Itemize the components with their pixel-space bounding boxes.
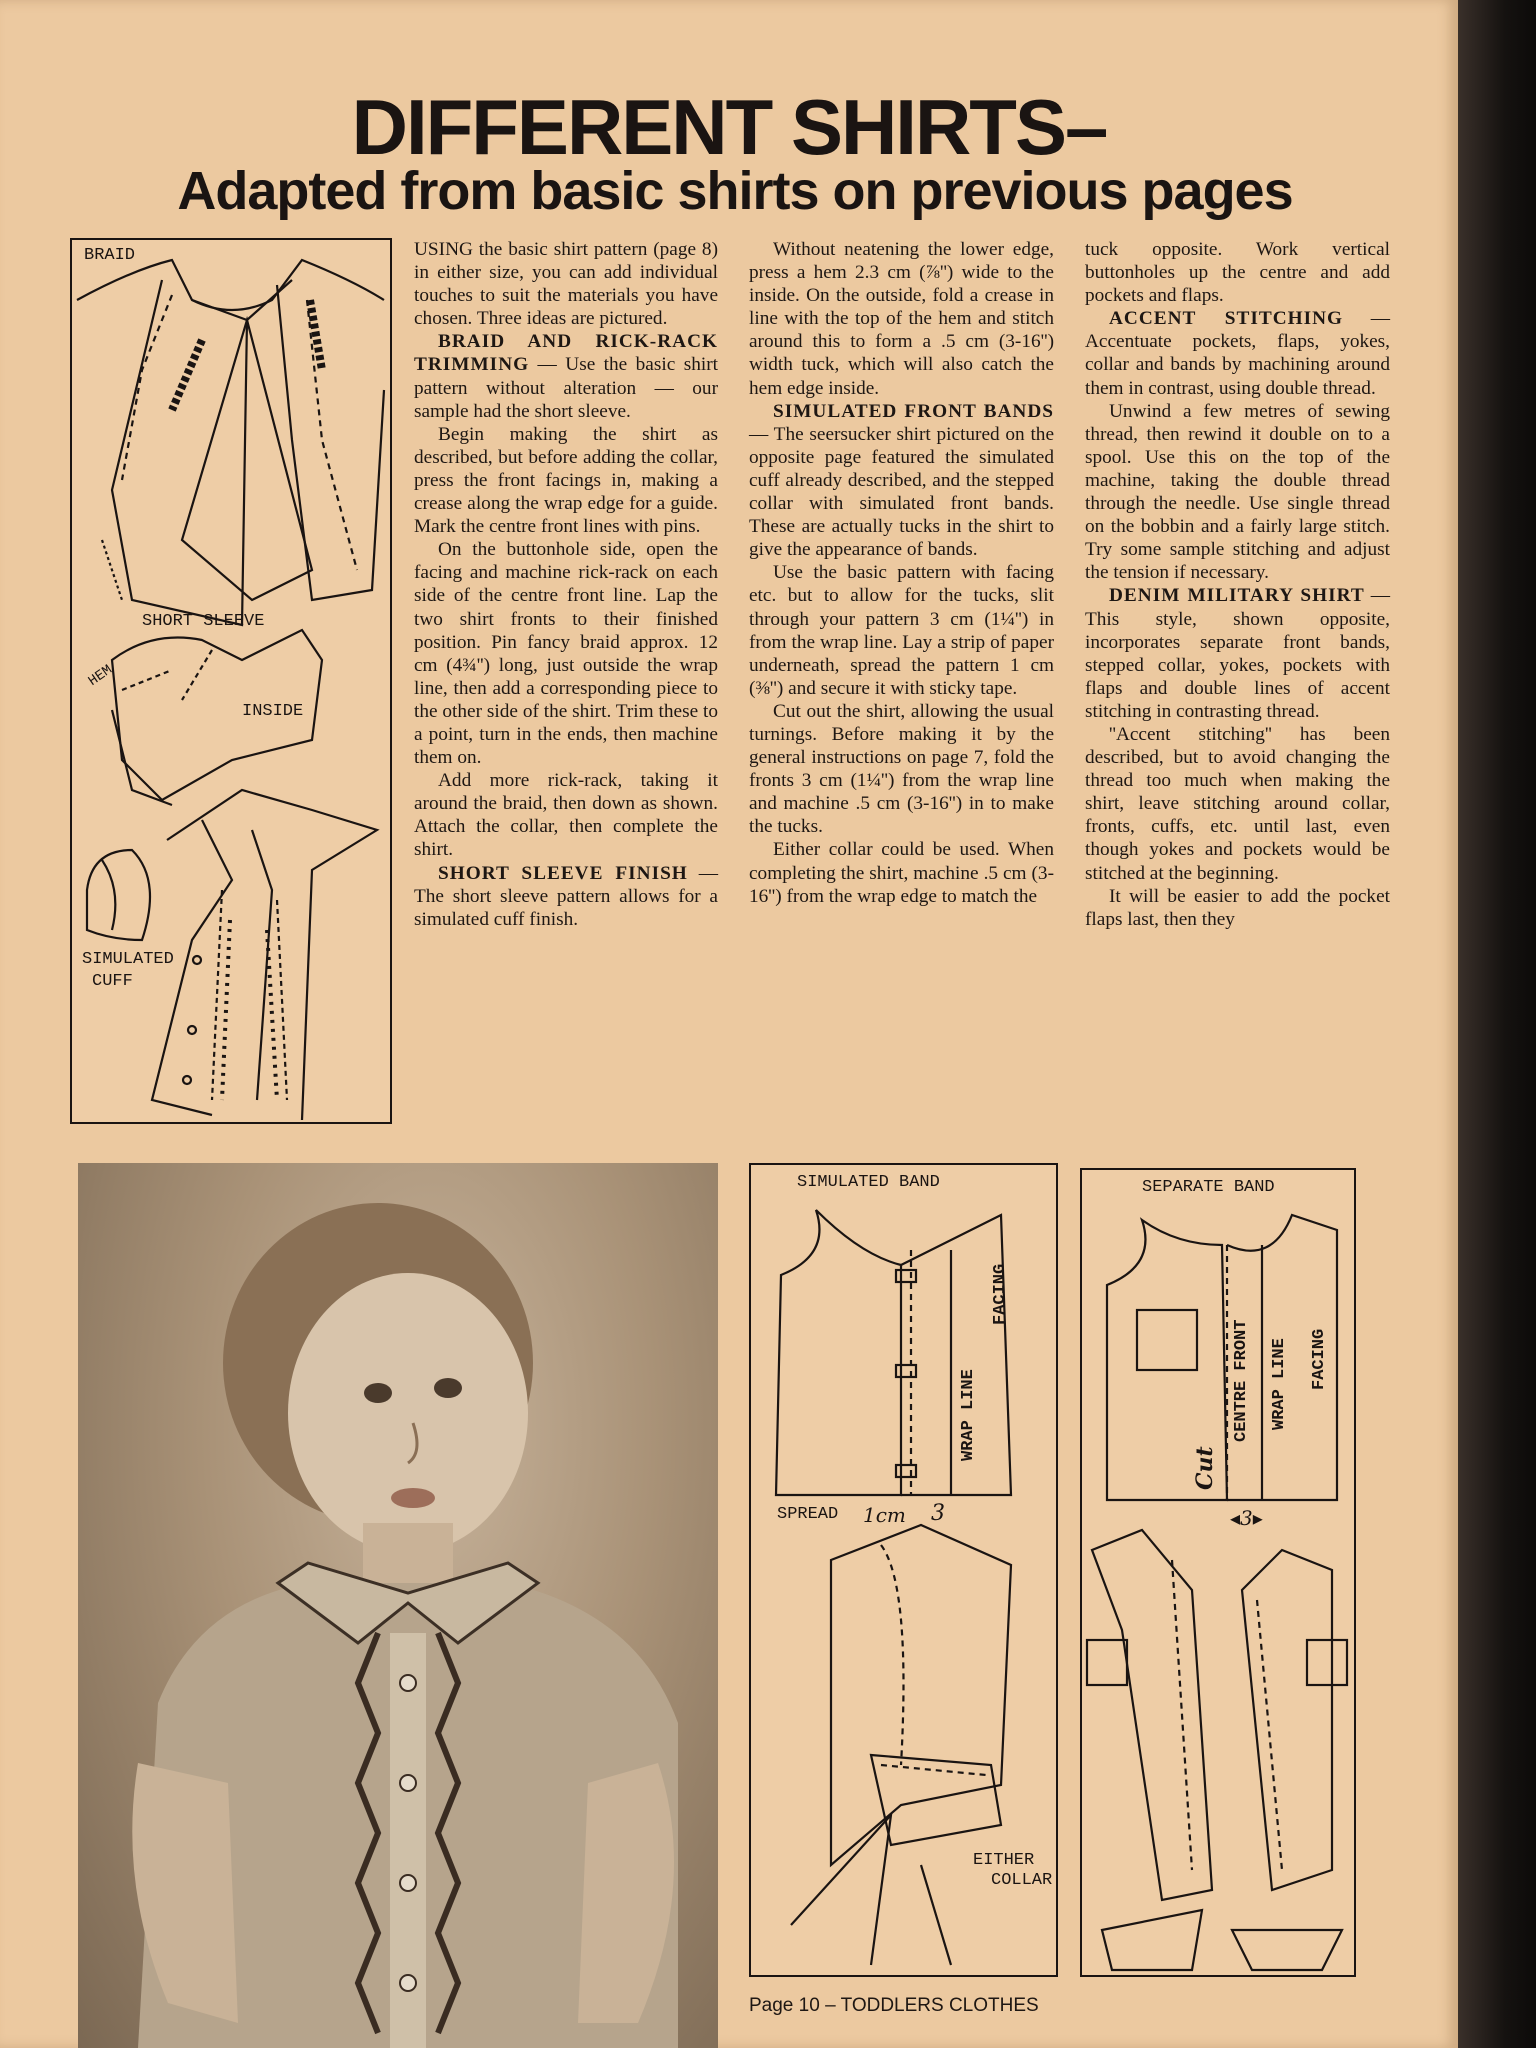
label-spread-handwritten: 1cm bbox=[863, 1503, 906, 1527]
child-figure bbox=[78, 1163, 718, 2048]
label-wrap-line: WRAP LINE bbox=[1270, 1338, 1289, 1430]
simulated-band-title: SIMULATED BAND bbox=[797, 1173, 940, 1192]
separate-band-drawing bbox=[1082, 1170, 1354, 1975]
section-heading-front-bands: SIMULATED FRONT BANDS bbox=[773, 400, 1054, 422]
page-title: DIFFERENT SHIRTS– bbox=[351, 83, 1107, 171]
label-braid: BRAID bbox=[84, 246, 136, 265]
paragraph-text: — Use the basic shirt pattern without alteration — our sample had the short sleeve. bbox=[414, 354, 718, 422]
section-heading-denim: DENIM MILITARY SHIRT bbox=[1109, 585, 1365, 607]
label-cut: Cut bbox=[1192, 1446, 1218, 1490]
label-collar: COLLAR bbox=[991, 1871, 1053, 1890]
paragraph: ''Accent stitching'' has been described, but to avoid changing the thread too much when making the shirt, leave stitching around collar, fronts, cuffs, etc. until last, even though yokes and pockets would be stitched at the beginning. bbox=[1085, 723, 1390, 884]
paragraph: Without neatening the lower edge, press a hem 2.3 cm (⅞'') wide to the inside. On the outside, fold a crease in line with the top of the hem and stitch around this to form a .5 cm (3-16'') width tuck, which will also catch the hem edge inside. bbox=[749, 239, 1054, 399]
section-heading-braid: BRAID AND RICK-RACK TRIMMING bbox=[414, 331, 718, 376]
text-column-2 bbox=[749, 238, 1054, 908]
section-heading-accent: ACCENT STITCHING bbox=[1109, 308, 1344, 330]
paragraph: It will be easier to add the pocket flaps last, then they bbox=[1085, 885, 1390, 930]
paragraph: USING the basic shirt pattern (page 8) in either size, you can add individual touches to suit the materials you have chosen. Three ideas are pictured. bbox=[414, 239, 718, 330]
diagram-simulated-band bbox=[749, 1163, 1058, 1977]
paragraph bbox=[1085, 584, 1390, 723]
section-heading-sleeve: SHORT SLEEVE FINISH bbox=[438, 862, 688, 884]
paragraph bbox=[414, 330, 718, 422]
shirt-illustration bbox=[70, 238, 392, 1124]
label-simulated: SIMULATED bbox=[82, 950, 174, 969]
paragraph: Cut out the shirt, allowing the usual turnings. Before making it by the general instructions on page 7, fold the fronts 3 cm (1¼'') from the wrap line and machine .5 cm (3-16'') in to make the tucks. bbox=[749, 700, 1054, 838]
label-inside: INSIDE bbox=[242, 702, 304, 721]
label-wrap-line: WRAP LINE bbox=[959, 1369, 978, 1461]
paragraph-text: — Accentuate pockets, flaps, yokes, collar and bands by machining around them in contrast, using double thread. bbox=[1085, 308, 1390, 399]
label-three: 3 bbox=[931, 1501, 945, 1526]
text-column-3 bbox=[1085, 238, 1390, 931]
paragraph: Begin making the shirt as described, but before adding the collar, press the front facings in, making a crease along the wrap edge for a guide. Mark the centre front lines with pins. bbox=[414, 423, 718, 538]
text-column-1 bbox=[414, 238, 718, 931]
label-three: ◂3▸ bbox=[1230, 1506, 1263, 1530]
page-subtitle: Adapted from basic shirts on previous pages bbox=[177, 161, 1293, 221]
label-either: EITHER bbox=[973, 1851, 1035, 1870]
paragraph: tuck opposite. Work vertical buttonholes up the centre and add pockets and flaps. bbox=[1085, 239, 1390, 307]
paragraph bbox=[414, 862, 718, 931]
label-cuff: CUFF bbox=[92, 972, 133, 991]
paragraph: Add more rick-rack, taking it around the braid, then down as shown. Attach the collar, then complete the shirt. bbox=[414, 770, 718, 861]
paragraph bbox=[749, 400, 1054, 562]
paragraph-text: — The seersucker shirt pictured on the opposite page featured the simulated cuff already described, and the stepped collar with simulated front bands. These are actually tucks in the shirt to give the appearance of bands. bbox=[749, 423, 1054, 561]
paragraph: Use the basic pattern with facing etc. but to allow for the tucks, slit through your pattern 3 cm (1¼'') in from the wrap line. Lay a strip of paper underneath, spread the pattern 1 cm (⅜'') and secure it with sticky tape. bbox=[749, 562, 1054, 699]
label-facing: FACING bbox=[1310, 1328, 1329, 1390]
child-photo bbox=[78, 1163, 718, 2048]
paragraph bbox=[1085, 307, 1390, 399]
paragraph: On the buttonhole side, open the facing and machine rick-rack on each side of the centre front line. Lap the two shirt fronts to their finished position. Pin fancy braid approx. 12 cm (4¾'') long, just outside the wrap line, then add a corresponding piece to the other side of the shirt. Trim these to a point, turn in the ends, then machine them on. bbox=[414, 539, 718, 769]
diagram-separate-band bbox=[1080, 1168, 1356, 1977]
page-footer: Page 10 – TODDLERS CLOTHES bbox=[749, 1995, 1039, 2016]
label-spread: SPREAD bbox=[777, 1505, 839, 1524]
paragraph: Either collar could be used. When completing the shirt, machine .5 cm (3-16'') from the wrap edge to match the bbox=[749, 839, 1054, 907]
paragraph-text: — This style, shown opposite, incorporates separate front bands, stepped collar, yokes, pockets with flaps and double lines of accent stitching in contrasting thread. bbox=[1085, 585, 1390, 722]
paragraph-text: — The short sleeve pattern allows for a simulated cuff finish. bbox=[414, 862, 718, 930]
book-spine bbox=[1458, 0, 1536, 2048]
label-short-sleeve: SHORT SLEEVE bbox=[142, 612, 265, 631]
paragraph: Unwind a few metres of sewing thread, then rewind it double on to a spool. Use this on the top of the machine, taking the double thread through the needle. Use single thread on the bobbin and a fairly large stitch. Try some sample stitching and adjust the tension if necessary. bbox=[1085, 400, 1390, 584]
label-hem: HEM bbox=[85, 662, 116, 690]
separate-band-title: SEPARATE BAND bbox=[1142, 1178, 1275, 1197]
label-facing: FACING bbox=[991, 1263, 1010, 1325]
label-centre-front: CENTRE FRONT bbox=[1232, 1319, 1251, 1442]
